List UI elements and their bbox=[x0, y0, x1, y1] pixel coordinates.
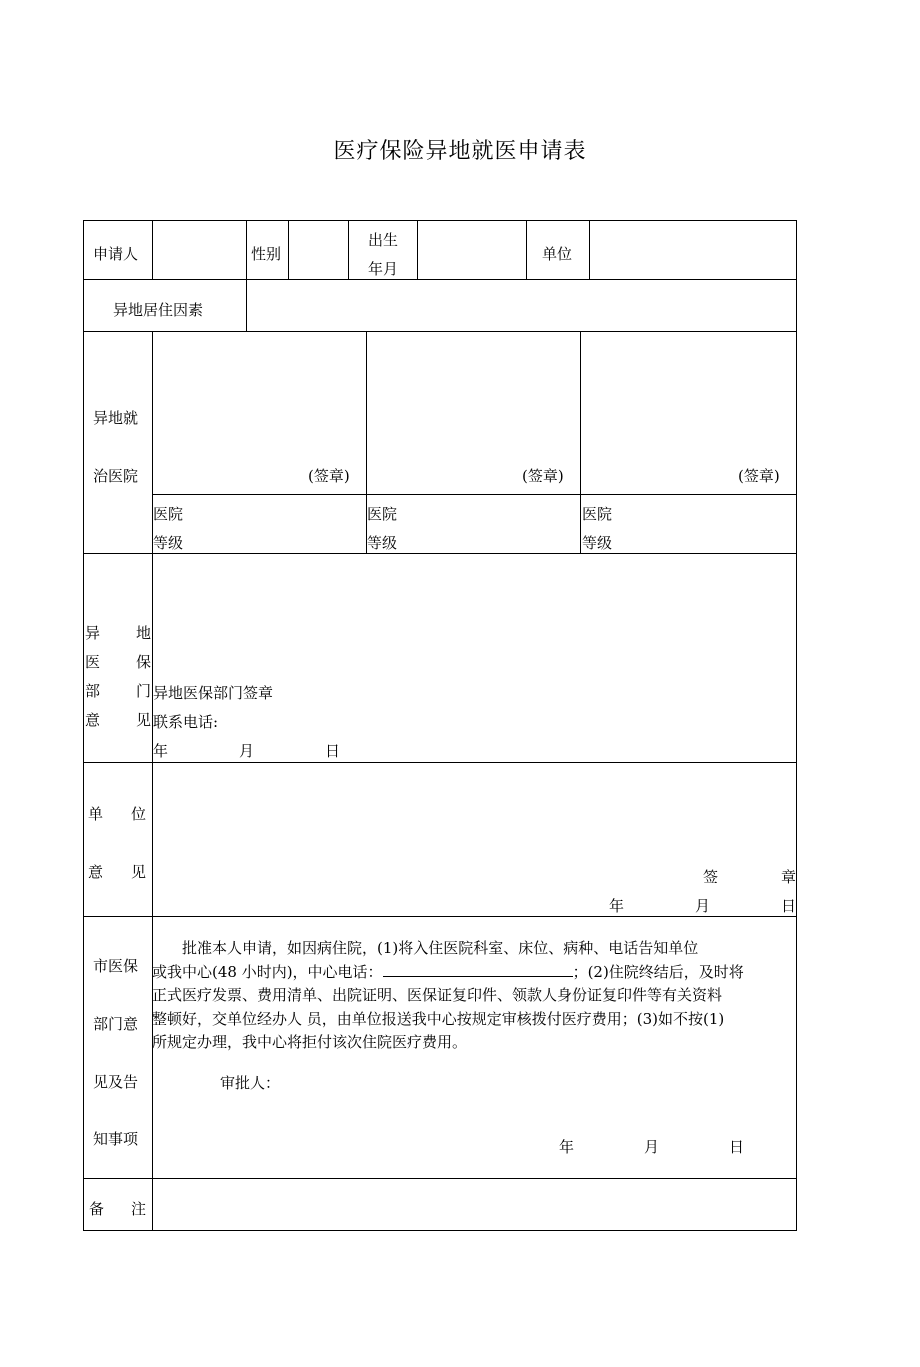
page-title: 医疗保险异地就医申请表 bbox=[333, 139, 587, 164]
hospital-label-line1: 异地就 bbox=[93, 409, 139, 427]
remote-dept-month: 月 bbox=[239, 742, 255, 760]
city-dept-label-line: 见及告 bbox=[93, 1073, 139, 1091]
hospital-3-seal: (签章) bbox=[738, 467, 780, 485]
remarks-label-char: 注 bbox=[131, 1200, 147, 1218]
remote-dept-year: 年 bbox=[153, 742, 169, 760]
remote-dept-label-char: 门 bbox=[136, 682, 152, 700]
city-dept-label-line: 部门意 bbox=[93, 1015, 139, 1033]
hospital-3-level-line2: 等级 bbox=[582, 534, 613, 552]
city-dept-day: 日 bbox=[729, 1138, 745, 1156]
hospital-2-seal: (签章) bbox=[522, 467, 564, 485]
remote-dept-label-char: 意 bbox=[85, 711, 101, 729]
birth-label-line1: 出生 bbox=[368, 231, 399, 249]
phone-blank[interactable] bbox=[383, 961, 573, 977]
hospital-3-level-line1: 医院 bbox=[582, 505, 613, 523]
remote-dept-label-char: 保 bbox=[136, 653, 152, 671]
unit-opinion-sign: 签 bbox=[703, 868, 719, 886]
city-dept-month: 月 bbox=[644, 1138, 660, 1156]
hospital-1-seal: (签章) bbox=[308, 467, 350, 485]
remarks-label-char: 备 bbox=[89, 1200, 105, 1218]
remote-dept-phone: 联系电话: bbox=[153, 713, 219, 731]
hospital-2-level-line1: 医院 bbox=[367, 505, 398, 523]
unit-opinion-label-char: 见 bbox=[131, 863, 147, 881]
remote-dept-label-char: 地 bbox=[136, 624, 152, 642]
unit-opinion-seal: 章 bbox=[781, 868, 797, 886]
notice-line: 所规定办理，我中心将拒付该次住院医疗费用。 bbox=[152, 1033, 468, 1051]
unit-opinion-label-char: 单 bbox=[88, 805, 104, 823]
applicant-label: 申请人 bbox=[93, 245, 139, 263]
hospital-1-level-line1: 医院 bbox=[153, 505, 184, 523]
notice-line: 整顿好，交单位经办人 员，由单位报送我中心按规定审核拨付医疗费用；(3)如不按(1) bbox=[152, 1009, 725, 1028]
unit-opinion-month: 月 bbox=[695, 897, 711, 915]
unit-opinion-year: 年 bbox=[609, 897, 625, 915]
notice-line: 或我中心(48 小时内)，中心电话： ；(2)住院终结后，及时将 bbox=[152, 962, 744, 981]
residence-reason-label: 异地居住因素 bbox=[113, 301, 204, 319]
remote-dept-seal: 异地医保部门签章 bbox=[153, 684, 274, 702]
unit-label: 单位 bbox=[542, 245, 573, 263]
city-dept-year: 年 bbox=[559, 1138, 575, 1156]
approver-label: 审批人： bbox=[220, 1074, 281, 1092]
city-dept-label-line: 市医保 bbox=[93, 957, 139, 975]
birth-label-line2: 年月 bbox=[368, 260, 399, 278]
remote-dept-day: 日 bbox=[325, 742, 341, 760]
notice-line: 批准本人申请，如因病住院，(1)将入住医院科室、床位、病种、电话告知单位 bbox=[152, 939, 699, 957]
remote-dept-label-char: 见 bbox=[136, 711, 152, 729]
gender-label: 性别 bbox=[251, 245, 282, 263]
unit-opinion-label-char: 位 bbox=[131, 805, 147, 823]
unit-opinion-day: 日 bbox=[781, 897, 797, 915]
remote-dept-label-char: 部 bbox=[85, 682, 101, 700]
hospital-2-level-line2: 等级 bbox=[367, 534, 398, 552]
city-dept-notice bbox=[152, 937, 797, 1055]
remote-dept-label-char: 异 bbox=[85, 624, 101, 642]
city-dept-label-line: 知事项 bbox=[93, 1130, 139, 1148]
unit-opinion-label-char: 意 bbox=[88, 863, 104, 881]
notice-line: 正式医疗发票、费用清单、出院证明、医保证复印件、领款人身份证复印件等有关资料 bbox=[152, 986, 723, 1004]
remote-dept-label-char: 医 bbox=[85, 653, 101, 671]
hospital-label-line2: 治医院 bbox=[93, 467, 139, 485]
hospital-1-level-line2: 等级 bbox=[153, 534, 184, 552]
